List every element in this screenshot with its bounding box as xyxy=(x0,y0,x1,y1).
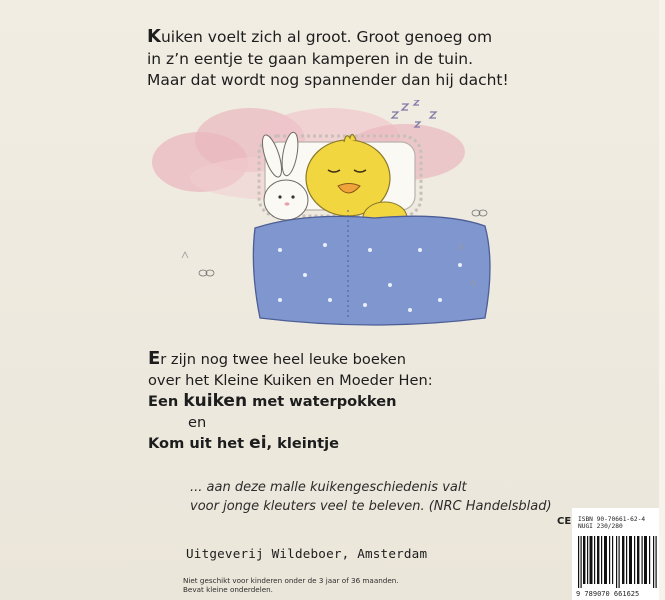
intro-line-2: in z’n eentje te gaan kamperen in de tuin. xyxy=(147,49,474,68)
blue-sleeping-bag xyxy=(253,210,490,325)
books-connector: en xyxy=(188,414,207,431)
ce-mark: CE xyxy=(557,516,572,527)
book-title-2-pre: Kom uit het xyxy=(148,435,250,452)
book-title-2 xyxy=(148,433,433,454)
intro-dropcap: K xyxy=(147,26,161,47)
book-title-2-emphasis: ei xyxy=(249,433,267,453)
isbn-number: ISBN 90-70661-62-4 xyxy=(578,516,646,523)
book-title-1-post: met waterpokken xyxy=(247,393,397,410)
isbn-barcode-label xyxy=(572,508,665,600)
barcode-number: 9 789070 661625 xyxy=(576,590,640,598)
book-title-2-post: , kleintje xyxy=(266,435,340,452)
intro-line-3: Maar dat wordt nog spannender dan hij dacht! xyxy=(147,71,509,89)
intro-paragraph xyxy=(147,26,509,92)
other-books-paragraph xyxy=(148,348,433,454)
warning-line-1: Niet geschikt voor kinderen onder de 3 jaar of 36 maanden. xyxy=(183,576,399,585)
review-quote xyxy=(190,478,552,516)
books-dropcap: E xyxy=(148,348,161,369)
sleeping-chick-illustration xyxy=(140,100,520,335)
books-line-1 xyxy=(148,348,433,370)
book-title-1 xyxy=(148,391,433,412)
book-title-1-pre: Een xyxy=(148,393,184,410)
review-line-2: voor jonge kleuters veel te beleven. (NRC Handelsblad) xyxy=(190,499,552,514)
review-line-1: ... aan deze malle kuikengeschiedenis valt xyxy=(190,480,467,495)
safety-warning xyxy=(183,576,399,594)
isbn-text xyxy=(578,516,645,530)
sleeping-zzz xyxy=(392,100,436,127)
book-title-1-emphasis: kuiken xyxy=(183,391,248,411)
intro-line-1-text: uiken voelt zich al groot. Groot genoeg om xyxy=(160,28,493,46)
nugi-code: NUGI 230/280 xyxy=(578,523,623,530)
books-line-1-text: r zijn nog twee heel leuke boeken xyxy=(160,351,406,368)
intro-line-1 xyxy=(147,26,509,49)
publisher-name: Uitgeverij Wildeboer, Amsterdam xyxy=(186,546,428,561)
warning-line-2: Bevat kleine onderdelen. xyxy=(183,585,273,594)
barcode-bars xyxy=(576,536,660,588)
books-line-2: over het Kleine Kuiken en Moeder Hen: xyxy=(148,372,433,389)
